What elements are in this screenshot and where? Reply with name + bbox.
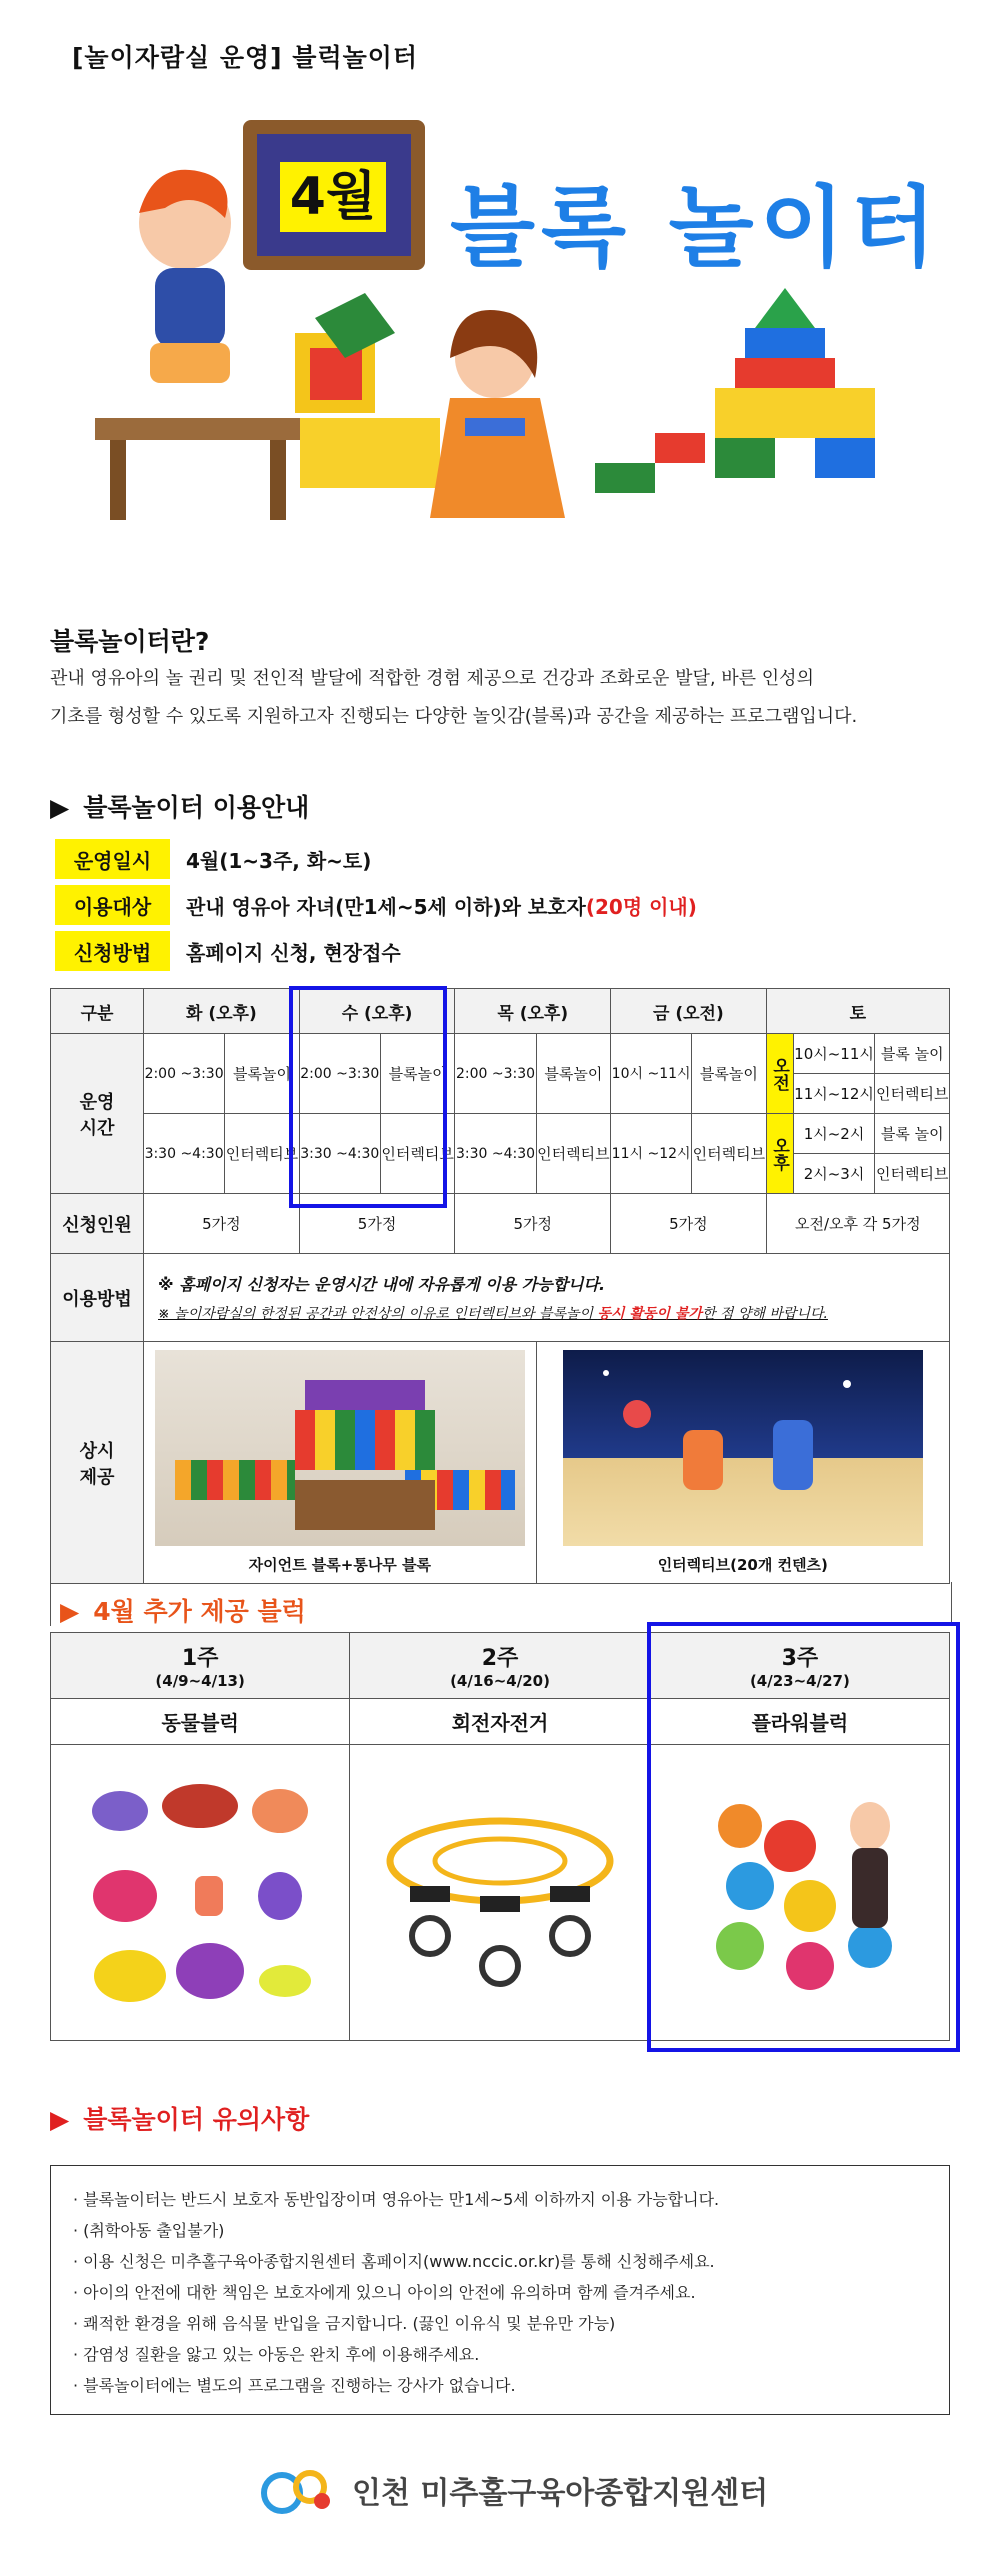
guide-heading	[50, 788, 309, 824]
photo-caption: 자이언트 블록+통나무 블록	[248, 1556, 431, 1574]
wed-highlight-frame	[289, 986, 447, 1208]
activity-cell: 블록 놀이	[875, 1034, 950, 1074]
block-name: 회전자전거	[350, 1699, 651, 1745]
page-title: [놀이자람실 운영] 블럭놀이터	[72, 43, 419, 72]
activity-cell: 블록놀이	[692, 1034, 767, 1114]
interactive-photo	[563, 1350, 923, 1546]
info-value: 홈페이지 신청, 현장접수	[186, 940, 401, 965]
schedule-table	[50, 988, 950, 1584]
sat-am-label: 오전	[766, 1034, 793, 1114]
capacity-cell: 5가정	[299, 1194, 455, 1254]
row-label-time	[51, 1034, 144, 1194]
activity-cell: 인터렉티브	[536, 1114, 611, 1194]
time-cell: 10시 ~11시	[611, 1034, 692, 1114]
notes-box	[50, 2165, 950, 2415]
week-label: 2주	[481, 1646, 519, 1671]
castle-block-blue2	[815, 438, 875, 478]
time-cell: 11시 ~12시	[611, 1114, 692, 1194]
info-label: 이용대상	[55, 885, 170, 925]
col-header: 토	[766, 989, 949, 1034]
giant-block-photo	[155, 1350, 525, 1546]
row-label-text: 운영	[79, 1091, 115, 1113]
capacity-cell: 5가정	[144, 1194, 300, 1254]
activity-cell: 블록놀이	[380, 1034, 455, 1114]
usage-text: 한 점 양해 바랍니다.	[701, 1306, 828, 1322]
note-item: · 이용 신청은 미추홀구육아종합지원센터 홈페이지(www.nccic.or.kr)를 통해 신청해주세요.	[73, 2246, 949, 2277]
month-badge: 4월	[280, 162, 386, 232]
boy-shirt	[155, 268, 225, 348]
footer-logo	[260, 2465, 768, 2515]
notes-heading	[50, 2100, 309, 2136]
photo-caption: 인터렉티브(20개 컨텐츠)	[657, 1556, 828, 1574]
animal-blocks-art	[80, 1766, 320, 2016]
col-header: 금 (오전)	[611, 989, 766, 1034]
usage-warning: 동시 활동이 불가	[597, 1306, 702, 1322]
capacity-cell: 5가정	[611, 1194, 766, 1254]
info-label: 운영일시	[55, 839, 170, 879]
hero-illustration	[95, 118, 942, 618]
intro-text	[50, 660, 950, 736]
week-dates: (4/23~4/27)	[749, 1672, 850, 1690]
notes-list	[73, 2184, 949, 2401]
photo-cell	[536, 1342, 949, 1584]
row-label-capacity: 신청인원	[51, 1194, 144, 1254]
week-dates: (4/9~4/13)	[155, 1672, 245, 1690]
info-label: 신청방법	[55, 931, 170, 971]
info-row	[55, 884, 697, 926]
row-label-text: 제공	[79, 1466, 115, 1488]
table-leg	[110, 440, 126, 520]
note-item: · 감염성 질환을 앓고 있는 아동은 완치 후에 이용해주세요.	[73, 2339, 949, 2370]
block-name: 플라워블럭	[650, 1699, 949, 1745]
week-label: 3주	[781, 1646, 819, 1671]
activity-cell: 인터렉티브	[875, 1074, 950, 1114]
activity-cell: 인터렉티브	[692, 1114, 767, 1194]
info-row	[55, 930, 401, 972]
capacity-cell: 오전/오후 각 5가정	[766, 1194, 949, 1254]
girl-dress	[430, 398, 565, 518]
photo-cell	[144, 1342, 537, 1584]
guide-heading-text: 블록놀이터 이용안내	[83, 793, 310, 822]
time-cell: 1시~2시	[793, 1114, 875, 1154]
table-leg	[270, 440, 286, 520]
extra-heading	[60, 1592, 306, 1628]
table-top	[95, 418, 305, 440]
note-item: · 블록놀이터에는 별도의 프로그램을 진행하는 강사가 없습니다.	[73, 2370, 949, 2401]
bicycle-image	[350, 1745, 651, 2041]
time-cell: 3:30 ~4:30	[144, 1114, 225, 1194]
time-cell: 2시~3시	[793, 1154, 875, 1194]
triangle-icon: ▶	[50, 793, 70, 822]
row-label-usage: 이용방법	[51, 1254, 144, 1342]
castle-block-blue	[745, 328, 825, 358]
org-name: 인천 미추홀구육아종합지원센터	[352, 2476, 769, 2511]
week-label: 1주	[181, 1646, 219, 1671]
notes-heading-text: 블록놀이터 유의사항	[83, 2105, 310, 2134]
time-cell: 3:30 ~4:30	[299, 1114, 380, 1194]
activity-cell: 블록놀이	[225, 1034, 300, 1114]
intro-line: 관내 영유아의 놀 권리 및 전인적 발달에 적합한 경험 제공으로 건강과 조화로운 발달, 바른 인성의	[50, 668, 814, 689]
activity-cell: 인터렉티브	[225, 1114, 300, 1194]
org-logo-icon	[260, 2465, 340, 2515]
activity-cell: 인터렉티브	[875, 1154, 950, 1194]
usage-line: ※ 홈페이지 신청자는 운영시간 내에 자유롭게 이용 가능합니다.	[158, 1275, 606, 1294]
hero-title: 블록 놀이터	[450, 176, 942, 279]
rotating-bicycle-art	[370, 1766, 630, 2016]
week3-highlight-frame	[647, 1622, 960, 2052]
time-cell: 10시~11시	[793, 1034, 875, 1074]
capacity-cell: 5가정	[455, 1194, 611, 1254]
col-header: 목 (오후)	[455, 989, 611, 1034]
intro-heading: 블록놀이터란?	[50, 627, 210, 656]
activity-cell: 블록놀이	[536, 1034, 611, 1114]
boy-pants	[150, 343, 230, 383]
castle-block-red	[735, 358, 835, 388]
triangle-icon: ▶	[60, 1597, 80, 1626]
week-dates: (4/16~4/20)	[450, 1672, 550, 1690]
usage-cell	[144, 1254, 950, 1342]
time-cell: 2:00 ~3:30	[299, 1034, 380, 1114]
castle-roof	[755, 288, 815, 328]
usage-line	[158, 1303, 949, 1323]
row-label-always	[51, 1342, 144, 1584]
note-item: · 쾌적한 환경을 위해 음식물 반입을 금지합니다. (끓인 이유식 및 분유만 가능)	[73, 2308, 949, 2339]
girl-ribbon	[465, 418, 525, 436]
castle-block-yellow	[715, 388, 875, 438]
time-cell: 2:00 ~3:30	[144, 1034, 225, 1114]
col-header: 화 (오후)	[144, 989, 300, 1034]
time-cell: 2:00 ~3:30	[455, 1034, 536, 1114]
info-value: 4월(1~3주, 화~토)	[186, 848, 372, 873]
time-cell: 3:30 ~4:30	[455, 1114, 536, 1194]
week-header	[51, 1633, 350, 1699]
block-name: 동물블럭	[51, 1699, 350, 1745]
note-item: · 아이의 안전에 대한 책임은 보호자에게 있으니 아이의 안전에 유의하며 함께 즐겨주세요.	[73, 2277, 949, 2308]
usage-text: ※ 놀이자람실의 한정된 공간과 안전상의 이유로 인터렉티브와 블록놀이	[158, 1306, 598, 1322]
sat-pm-label: 오후	[766, 1114, 793, 1194]
block-red	[310, 348, 362, 400]
triangle-icon: ▶	[50, 2105, 70, 2134]
block-green-small	[595, 463, 655, 493]
animal-block-image	[51, 1745, 350, 2041]
extra-heading-text: 4월 추가 제공 블럭	[93, 1597, 306, 1626]
col-header: 구분	[51, 989, 144, 1034]
row-label-text: 시간	[79, 1117, 115, 1139]
time-cell: 11시~12시	[793, 1074, 875, 1114]
block-yellow-base	[300, 418, 440, 488]
intro-line: 기초를 형성할 수 있도록 지원하고자 진행되는 다양한 놀잇감(블록)과 공간을 제공하는 프로그램입니다.	[50, 706, 858, 727]
block-red-small	[655, 433, 705, 463]
info-extra: (20명 이내)	[585, 894, 697, 919]
info-row	[55, 838, 371, 880]
activity-cell: 인터렉티브	[380, 1114, 455, 1194]
activity-cell: 블록 놀이	[875, 1114, 950, 1154]
row-label-text: 상시	[79, 1440, 115, 1462]
info-value: 관내 영유아 자녀(만1세~5세 이하)와 보호자	[186, 894, 586, 919]
week-header	[350, 1633, 651, 1699]
castle-block-green	[715, 438, 775, 478]
col-header: 수 (오후)	[299, 989, 455, 1034]
note-item: · 블록놀이터는 반드시 보호자 동반입장이며 영유아는 만1세~5세 이하까지 이용 가능합니다.	[73, 2184, 949, 2215]
note-item: · (취학아동 출입불가)	[73, 2215, 949, 2246]
